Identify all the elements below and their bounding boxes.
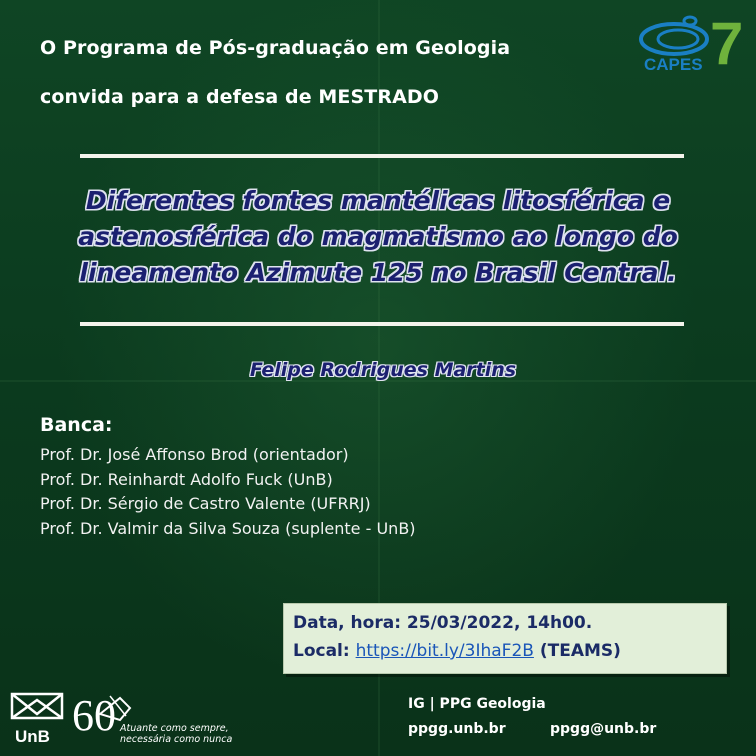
committee-member: Prof. Dr. Valmir da Silva Souza (suplente - UnB) xyxy=(40,518,416,538)
unb60-tagline xyxy=(120,723,232,745)
committee-list xyxy=(40,443,416,541)
location-label: Local: xyxy=(293,641,350,661)
thesis-title-line: Diferentes fontes mantélicas litosférica e xyxy=(85,186,671,215)
footer-email: ppgg@unb.br xyxy=(550,721,657,737)
event-info-box xyxy=(283,603,727,674)
committee-member: Prof. Dr. Reinhardt Adolfo Fuck (UnB) xyxy=(40,469,333,489)
committee-heading: Banca: xyxy=(40,414,113,436)
capes-label: CAPES xyxy=(644,55,703,74)
header-program: O Programa de Pós-graduação em Geologia xyxy=(40,37,511,59)
unb60-number: 60 xyxy=(72,691,116,740)
author-name: Felipe Rodrigues Martins xyxy=(249,359,517,381)
capes-grade: 7 xyxy=(710,10,744,74)
unb60-tagline-line: Atuante como sempre, xyxy=(120,723,229,734)
teams-meeting-link[interactable]: https://bit.ly/3IhaF2B xyxy=(355,641,534,661)
event-date: Data, hora: 25/03/2022, 14h00. xyxy=(293,613,593,633)
unb60-tagline-line: necessária como nunca xyxy=(120,734,233,745)
thesis-title xyxy=(20,183,736,291)
header-invitation: convida para a defesa de MESTRADO xyxy=(40,86,440,108)
thesis-title-line: lineamento Azimute 125 no Brasil Central. xyxy=(79,258,677,287)
divider-top xyxy=(80,154,684,158)
capes-7-logo xyxy=(638,8,750,74)
footer-organization: IG | PPG Geologia xyxy=(408,696,546,712)
location-platform: (TEAMS) xyxy=(539,641,621,661)
unb-logo xyxy=(8,690,66,748)
committee-member: Prof. Dr. Sérgio de Castro Valente (UFRRJ) xyxy=(40,494,371,513)
thesis-title-line: astenosférica do magmatismo ao longo do xyxy=(78,222,678,251)
footer-website: ppgg.unb.br xyxy=(408,721,506,737)
event-location xyxy=(293,637,726,665)
committee-member: Prof. Dr. José Affonso Brod (orientador) xyxy=(40,445,349,464)
divider-bottom xyxy=(80,322,684,326)
unb-label: UnB xyxy=(15,727,50,746)
